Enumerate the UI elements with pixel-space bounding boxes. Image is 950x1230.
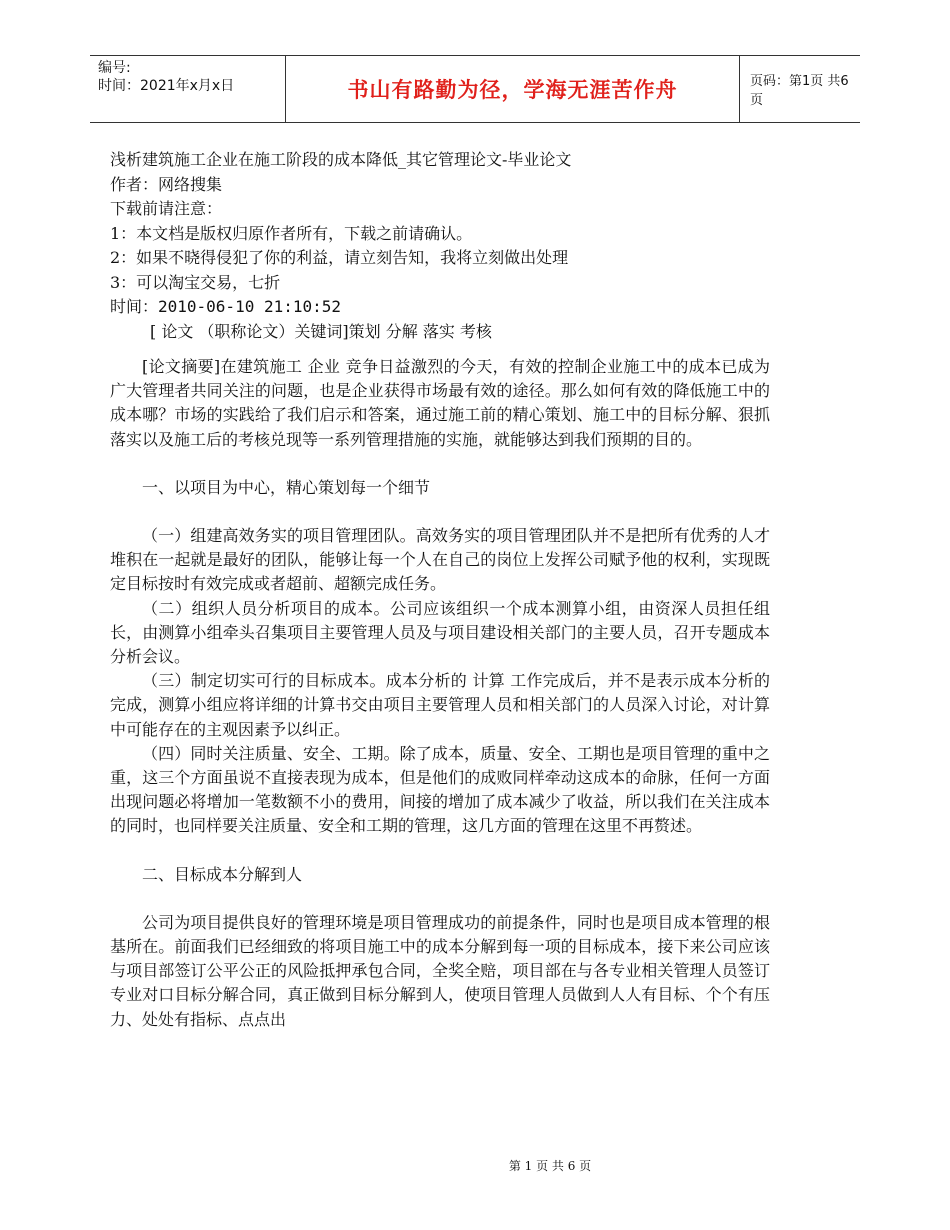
header-center (285, 56, 740, 122)
header-right (740, 56, 860, 122)
header-motto: 书山有路勤为径，学海无涯苦作舟 (347, 78, 678, 102)
page-footer (0, 1157, 950, 1174)
footer-page-number: 第 1 页 共 6 页 (508, 1159, 592, 1173)
notice-item-2: 2：如果不晓得侵犯了你的利益，请立刻告知，我将立刻做出处理 (110, 248, 569, 267)
header-left (90, 56, 285, 122)
article-author: 作者：网络搜集 (110, 174, 223, 194)
paragraph-5: 公司为项目提供良好的管理环境是项目管理成功的前提条件，同时也是项目成本管理的根基所在。前面我们已经细致的将项目施工中的成本分解到每一项的目标成本，接下来公司应该与项目部签订公平公正的风险抵押承包合同，全奖全赔，项目部在与各专业相关管理人员签订专业对口目标分解合同，真正做到目标分解到人，使项目管理人员做到人人有目标、个个有压力、处处有指标、点点出 (110, 912, 770, 1029)
article-body (110, 355, 770, 1032)
article-time: 时间：2010-06-10 21:10:52 (110, 297, 342, 316)
header-page-info: 页码：第1页 共6页 (750, 74, 849, 108)
section-1-heading: 一、以项目为中心，精心策划每一个细节 (142, 477, 431, 497)
paragraph-1: （一）组建高效务实的项目管理团队。高效务实的项目管理团队并不是把所有优秀的人才堆积在一起就是最好的团队，能够让每一个人在自己的岗位上发挥公司赋予他的权利，实现既定目标按时有效完成或者超前、超额完成任务。 (110, 526, 770, 594)
paragraph-3: （三）制定切实可行的目标成本。成本分析的 计算 工作完成后，并不是表示成本分析的完成，测算小组应将详细的计算书交由项目主要管理人员和相关部门的人员深入讨论，对计算中可能存在的主观因素予以纠正。 (110, 671, 770, 739)
abstract-paragraph: [论文摘要]在建筑施工 企业 竞争日益激烈的今天，有效的控制企业施工中的成本已成为广大管理者共同关注的问题，也是企业获得市场最有效的途径。那么如何有效的降低施工中的成本哪？市场的实践给了我们启示和答案，通过施工前的精心策划、施工中的目标分解、狠抓落实以及施工后的考核兑现等一系列管理措施的实施，就能够达到我们预期的目的。 (110, 357, 770, 449)
article-keywords: [ 论文 （职称论文）关键词]策划 分解 落实 考核 (150, 321, 492, 341)
article-meta (110, 148, 571, 344)
page-header (90, 55, 860, 123)
article-title: 浅析建筑施工企业在施工阶段的成本降低_其它管理论文-毕业论文 (110, 150, 572, 169)
notice-item-1: 1：本文档是版权归原作者所有，下载之前请确认。 (110, 223, 473, 243)
section-2-heading: 二、目标成本分解到人 (142, 864, 303, 884)
notice-item-3: 3：可以淘宝交易，七折 (110, 272, 281, 292)
document-time-label: 时间：2021年x月x日 (98, 78, 235, 94)
paragraph-2: （二）组织人员分析项目的成本。公司应该组织一个成本测算小组，由资深人员担任组长，由测算小组牵头召集项目主要管理人员及与项目建设相关部门的主要人员，召开专题成本分析会议。 (110, 598, 770, 667)
notice-heading: 下载前请注意： (110, 199, 223, 218)
paragraph-4: （四）同时关注质量、安全、工期。除了成本，质量、安全、工期也是项目管理的重中之重，这三个方面虽说不直接表现为成本，但是他们的成败同样牵动这成本的命脉，任何一方面出现问题必将增加一笔数额不小的费用，间接的增加了成本减少了收益，所以我们在关注成本的同时，也同样要关注质量、安全和工期的管理，这几方面的管理在这里不再赘述。 (110, 743, 770, 836)
document-number-label: 编号: (98, 60, 131, 76)
